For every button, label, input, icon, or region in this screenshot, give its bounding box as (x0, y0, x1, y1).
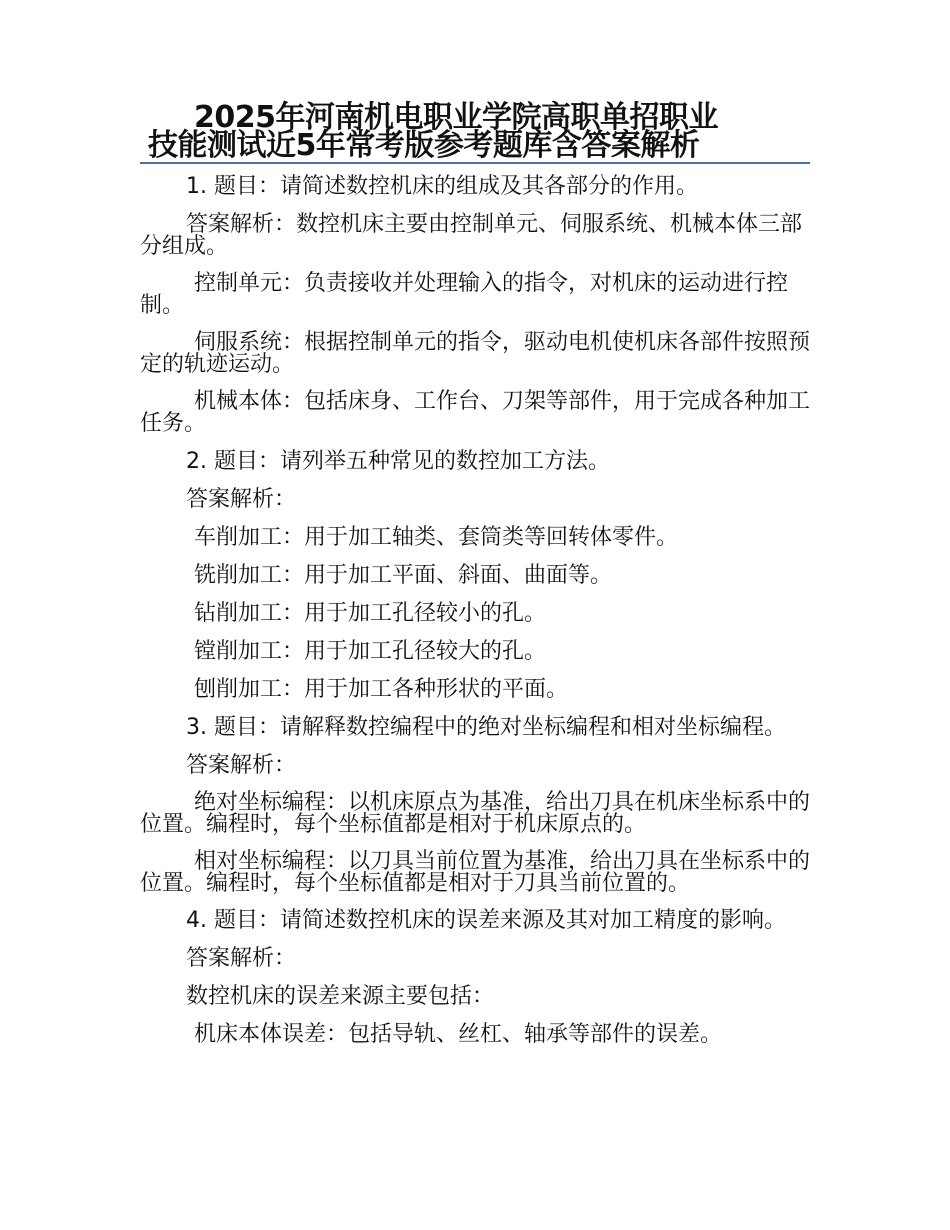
answer-1-machine-body: 机械本体：包括床身、工作台、刀架等部件，用于完成各种加工任务。 (140, 389, 811, 436)
answer-2-milling: 铣削加工：用于加工平面、斜面、曲面等。 (194, 563, 613, 588)
answer-3-absolute: 绝对坐标编程：以机床原点为基准，给出刀具在机床坐标系中的位置。编程时，每个坐标值都是相对于机床原点的。 (140, 790, 811, 837)
title-line-1: 2025年河南机电职业学院高职单招职业 (194, 100, 718, 135)
answer-4-intro: 数控机床的误差来源主要包括： (186, 984, 495, 1009)
answer-3-label: 答案解析： (186, 753, 297, 778)
answer-1-intro: 答案解析：数控机床主要由控制单元、伺服系统、机械本体三部分组成。 (140, 212, 803, 259)
answer-2-planing: 刨削加工：用于加工各种形状的平面。 (194, 677, 569, 702)
question-1: 1. 题目：请简述数控机床的组成及其各部分的作用。 (186, 174, 698, 199)
answer-4-label: 答案解析： (186, 946, 297, 971)
document-title (140, 100, 810, 164)
question-2: 2. 题目：请列举五种常见的数控加工方法。 (186, 449, 610, 474)
question-3: 3. 题目：请解释数控编程中的绝对坐标编程和相对坐标编程。 (186, 715, 786, 740)
answer-3-relative: 相对坐标编程：以刀具当前位置为基准，给出刀具在坐标系中的位置。编程时，每个坐标值都是相对于刀具当前位置的。 (140, 849, 811, 896)
question-4: 4. 题目：请简述数控机床的误差来源及其对加工精度的影响。 (186, 908, 786, 933)
answer-1-control-unit: 控制单元：负责接收并处理输入的指令，对机床的运动进行控制。 (140, 271, 789, 318)
title-line-2: 技能测试近5年常考版参考题库含答案解析 (148, 128, 700, 163)
answer-1-servo-system: 伺服系统：根据控制单元的指令，驱动电机使机床各部件按照预定的轨迹运动。 (140, 330, 811, 377)
document-body (140, 176, 810, 1062)
answer-2-drilling: 钻削加工：用于加工孔径较小的孔。 (194, 601, 547, 626)
answer-2-turning: 车削加工：用于加工轴类、套筒类等回转体零件。 (194, 525, 679, 550)
answer-2-label: 答案解析： (186, 487, 297, 512)
answer-4-machine-error: 机床本体误差：包括导轨、丝杠、轴承等部件的误差。 (194, 1022, 723, 1047)
answer-2-boring: 镗削加工：用于加工孔径较大的孔。 (194, 639, 547, 664)
